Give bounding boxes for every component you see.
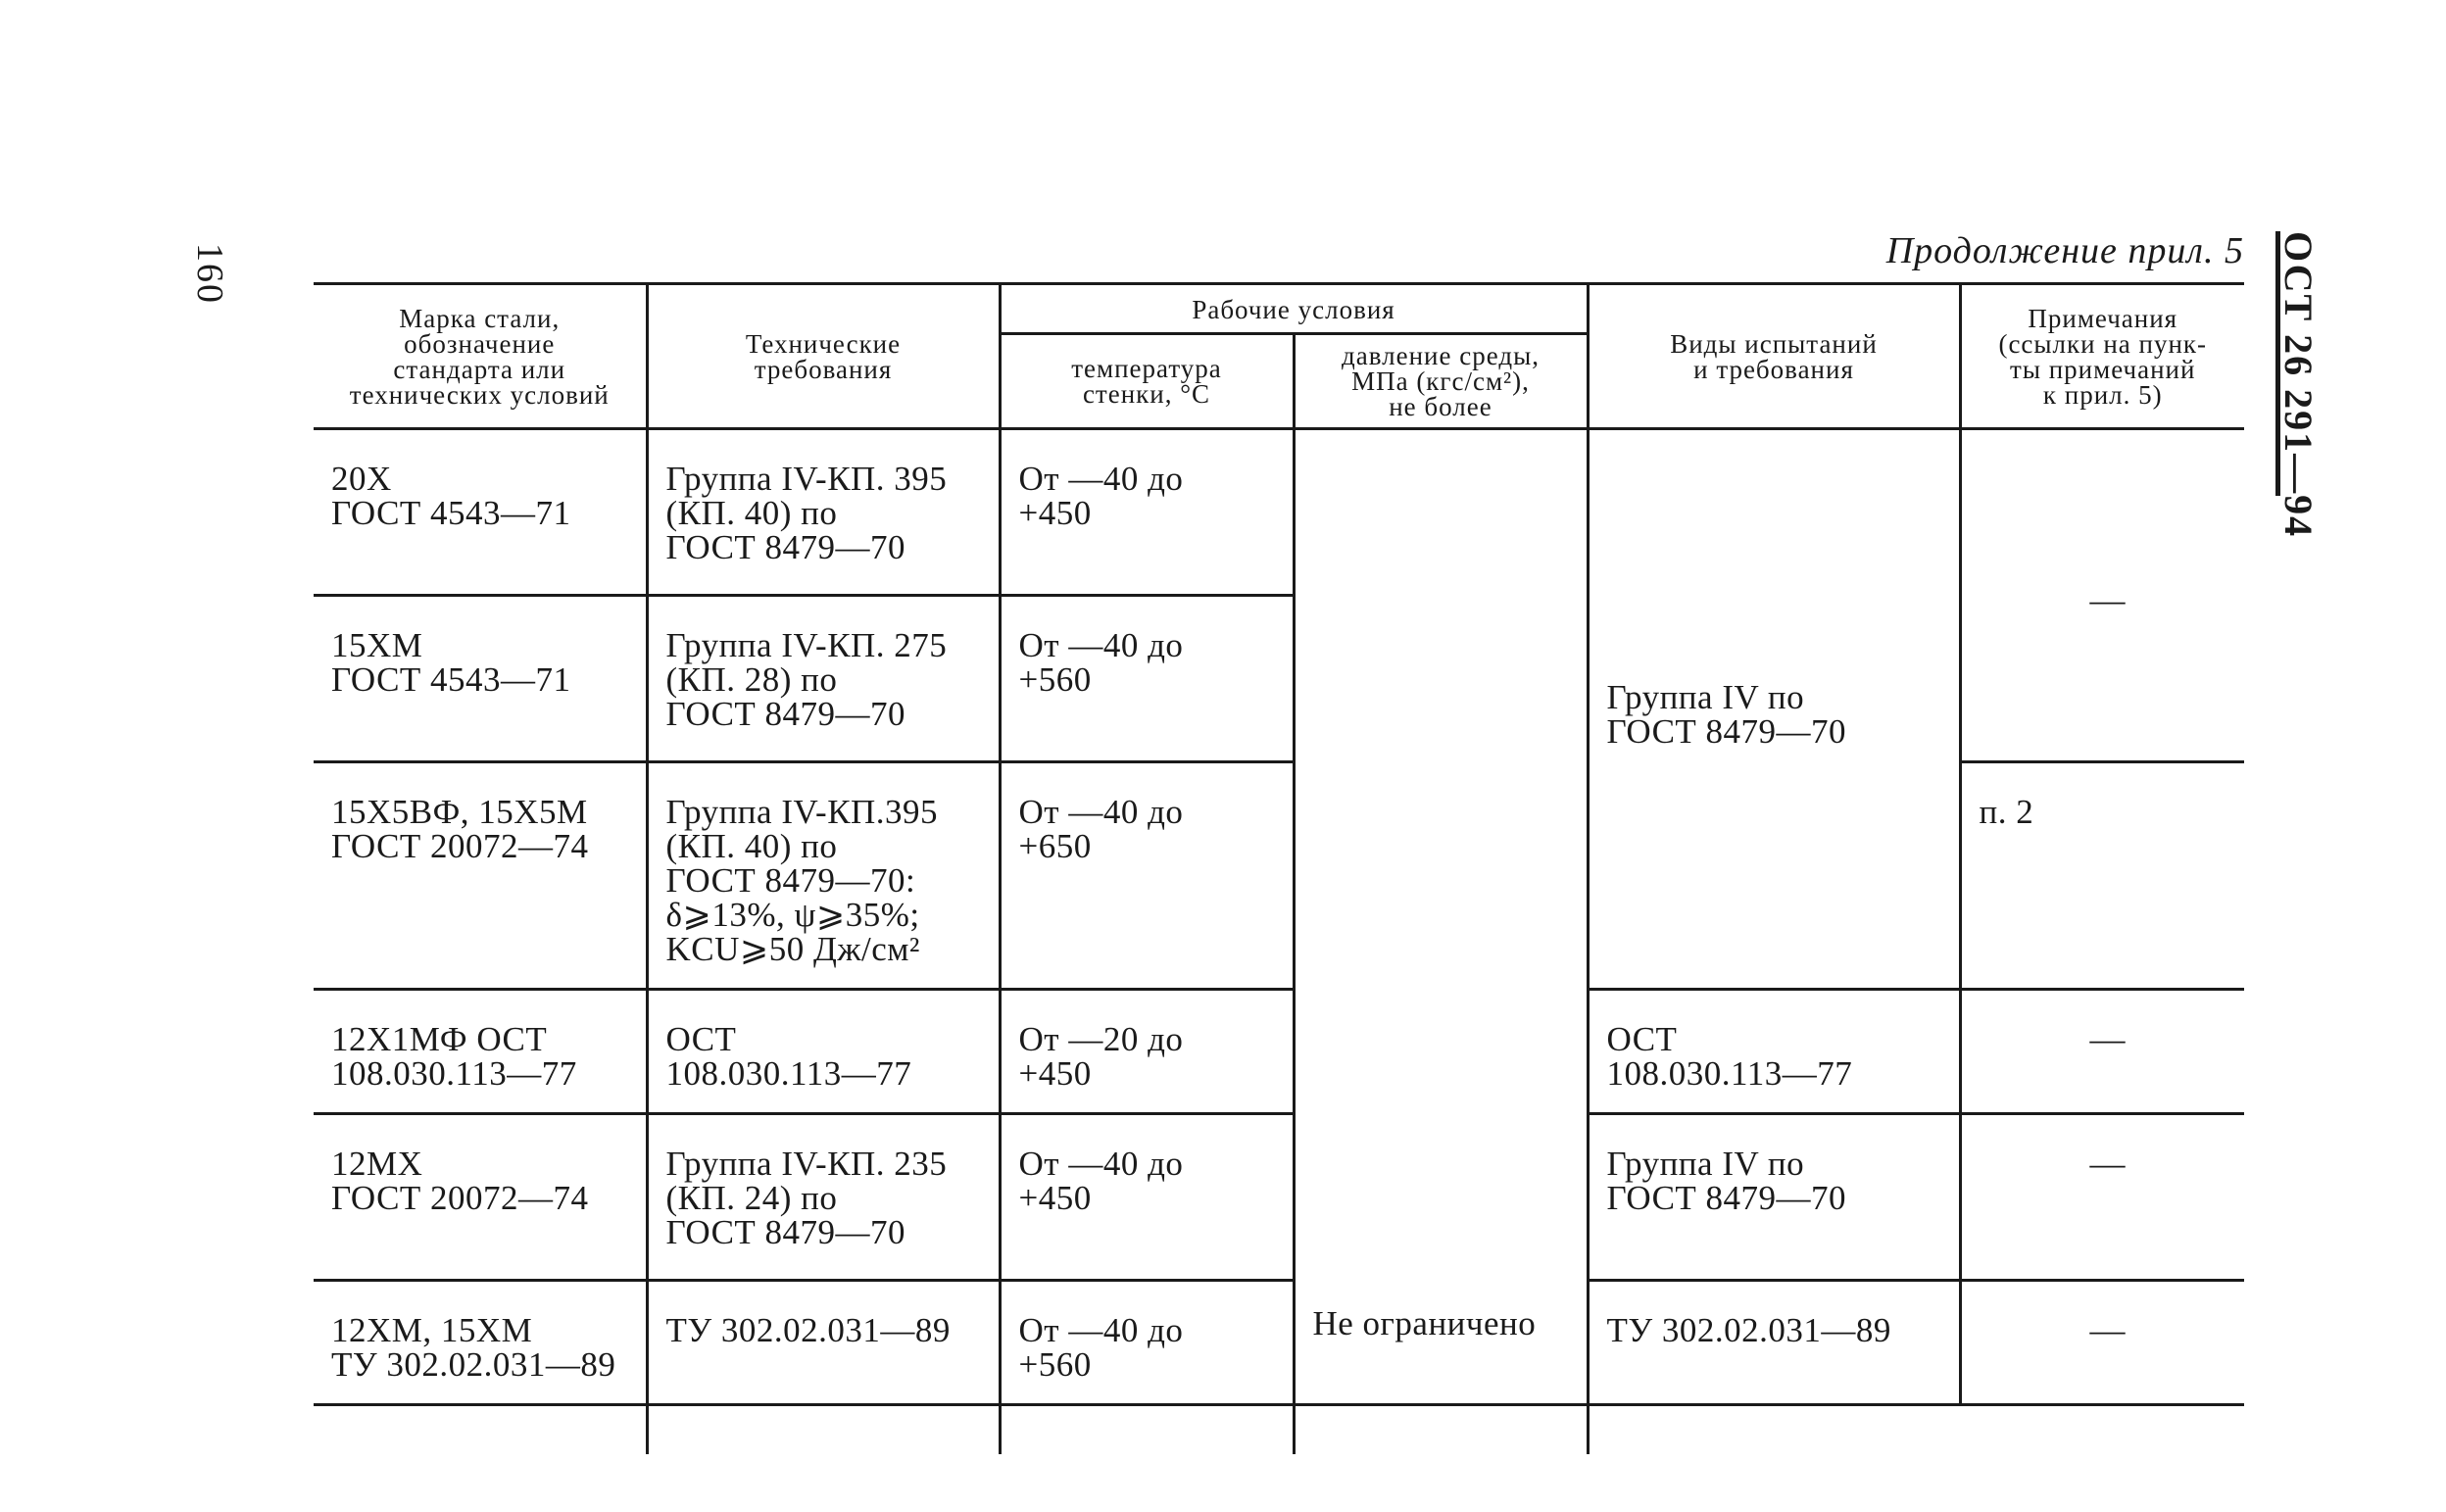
tests-cell: Группа IV по ГОСТ 8479—70 [1588,429,1960,990]
requirements-cell: ТУ 302.02.031—89 [647,1281,1000,1405]
requirements-cell: Группа IV-КП. 395 (КП. 40) по ГОСТ 8479—70 [647,429,1000,596]
steel-grade-cell: 12ХМ, 15ХМ ТУ 302.02.031—89 [314,1281,647,1405]
page-number: 160 [189,243,230,305]
tests-cell: ОСТ 108.030.113—77 [1588,990,1960,1114]
steel-grade-cell: 15Х5ВФ, 15Х5М ГОСТ 20072—74 [314,762,647,990]
temperature-cell: От —40 до +450 [1000,1114,1294,1281]
steel-grades-table [314,282,2244,1454]
notes-cell: п. 2 [1960,762,2244,990]
header-notes: Примечания (ссылки на пунк- ты примечаний к прил. 5) [1960,284,2244,429]
table-continuation-stub [314,1405,2244,1454]
temperature-cell: От —40 до +560 [1000,1281,1294,1405]
header-working-conditions: Рабочие условия [1000,284,1588,334]
table-row [314,429,2244,596]
table-row [314,1281,2244,1405]
temperature-cell: От —20 до +450 [1000,990,1294,1114]
steel-grade-cell: 12Х1МФ ОСТ 108.030.113—77 [314,990,647,1114]
notes-cell: — [1960,990,2244,1114]
steel-grade-cell: 20Х ГОСТ 4543—71 [314,429,647,596]
notes-cell: — [1960,429,2244,762]
requirements-cell: Группа IV-КП.395 (КП. 40) по ГОСТ 8479—70: δ⩾13%, ψ⩾35%; KCU⩾50 Дж/см² [647,762,1000,990]
steel-grade-cell: 15ХМ ГОСТ 4543—71 [314,596,647,762]
header-pressure: давление среды, МПа (кгс/см²), не более [1294,334,1588,429]
notes-cell: — [1960,1114,2244,1281]
notes-cell: — [1960,1281,2244,1405]
pressure-cell: Не ограничено [1294,429,1588,1405]
table-row [314,990,2244,1114]
requirements-cell: Группа IV-КП. 235 (КП. 24) по ГОСТ 8479—70 [647,1114,1000,1281]
table-row [314,1114,2244,1281]
continuation-label: Продолжение прил. 5 [1885,230,2244,271]
standard-code: ОСТ 26 291—94 [2276,231,2321,539]
requirements-cell: ОСТ 108.030.113—77 [647,990,1000,1114]
temperature-cell: От —40 до +450 [1000,429,1294,596]
header-steel: Марка стали, обозначение стандарта или технических условий [314,284,647,429]
requirements-cell: Группа IV-КП. 275 (КП. 28) по ГОСТ 8479—70 [647,596,1000,762]
temperature-cell: От —40 до +650 [1000,762,1294,990]
temperature-cell: От —40 до +560 [1000,596,1294,762]
header-temperature: температура стенки, °С [1000,334,1294,429]
tests-cell: ТУ 302.02.031—89 [1588,1281,1960,1405]
tests-cell: Группа IV по ГОСТ 8479—70 [1588,1114,1960,1281]
steel-grade-cell: 12МХ ГОСТ 20072—74 [314,1114,647,1281]
header-requirements: Технические требования [647,284,1000,429]
header-tests: Виды испытаний и требования [1588,284,1960,429]
